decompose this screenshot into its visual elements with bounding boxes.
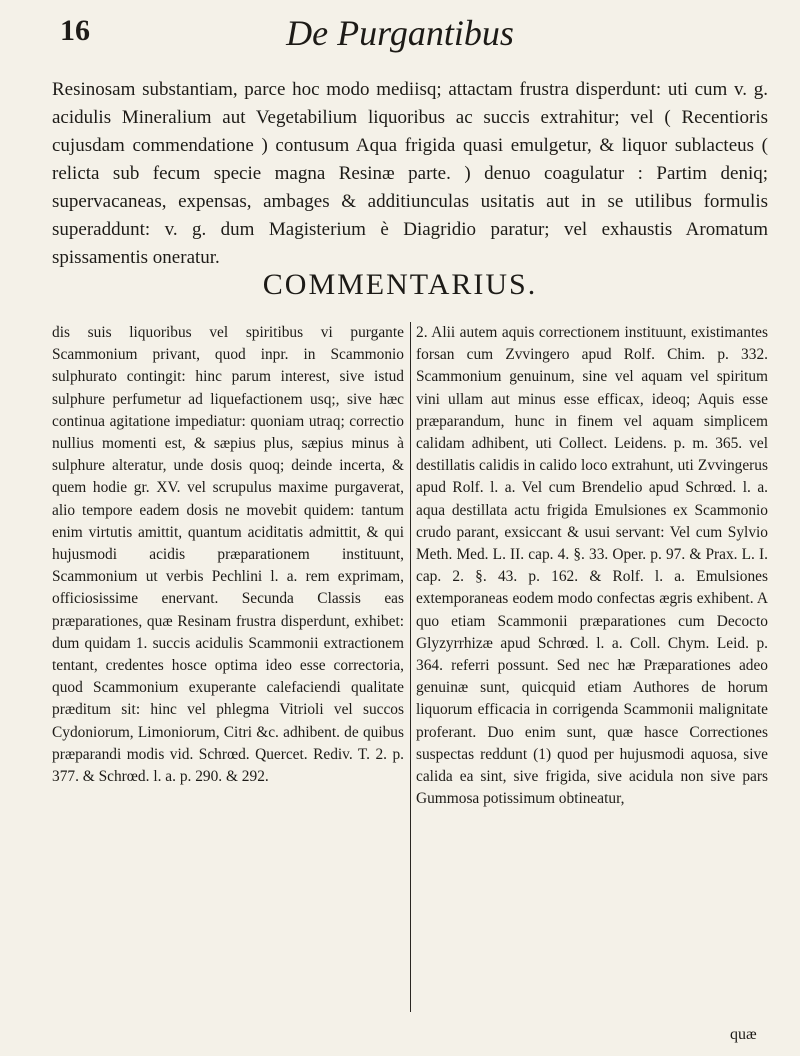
commentary-heading: COMMENTARIUS. [262, 268, 538, 301]
main-text-paragraph: Resinosam substantiam, parce hoc modo mediisq; attactam frustra disperdunt: uti cum v. g. acidulis Mineralium aut Vegetabilium liquoribus ac succis extrahitur; vel ( Recentioris cujusdam commendatione ) contusum Aqua frigida quasi emulgetur, & liquor sublacteus ( relicta sub fecum specie magna Resinæ parte. ) denuo coagulatur : Partim deniq; supervacaneas, expensas, ambages & additiunculas usitatis aut in se utilibus formulis superaddunt: v. g. dum Magisterium è Diagridio paratur; vel exhaustis Aromatum spissamentis oneratur. [52, 79, 768, 268]
catchword: quæ [730, 1026, 757, 1043]
right-column-text: 2. Alii autem aquis correctionem instituunt, existimantes forsan cum Zvvingero apud Rolf. Chim. p. 332. Scammonium genuinum, sine vel aquam vel spiritum vini ullam aut minus esse efficax, ideoq; Aquis esse præparandum, hunc in finem vel aquam simplicem calidam adhibent, uti Collect. Leidens. p. m. 365. vel destillatis calidis in calido loco extrahunt, uti Zvvingerus apud Rolf. l. a. Vel cum Brendelio apud Schrœd. l. a. aqua destillata actu frigida Emulsiones ex Scammonio crudo parant, exsiccant & usui servant: Vel cum Sylvio Meth. Med. L. II. cap. 4. §. 33. Oper. p. 97. & Prax. L. I. cap. 2. §. 43. p. 162. & Rolf. l. a. Emulsiones extemporaneas eodem modo confectas ægris exhibent. A quo etiam Scammonii præparationes cum Decocto Glyzyrrhizæ apud Schrœd. l. a. Coll. Chym. Leid. p. 364. referri possunt. Sed nec hæ Præparationes adeo genuinæ sunt, quicquid etiam Authores de horum liquorum efficacia in corrigenda Scammonii malignitate proferant. Duo enim sunt, quæ hasce Correctiones suspectas reddunt (1) quod per hujusmodi aquosa, sive calida ea sint, sive frigida, sive acidula non sive pars Gummosa potissimum obtineatur, [416, 324, 768, 808]
commentary-right-column [416, 322, 768, 810]
main-text [52, 76, 768, 272]
column-divider [410, 322, 411, 1012]
running-title: De Purgantibus [286, 13, 514, 53]
left-column-text: dis suis liquoribus vel spiritibus vi purgante Scammonium privant, quod inpr. in Scammonio sulphurato contingit: hinc parum interest, sive istud sulphure perfumetur ad liquefactionem usq;, sive hæc continua agitatione impediatur: quoniam utraq; correctio nullius momenti est, & sæpius plus, sæpius minus à sulphure alteratur, unde dosis quoq; deinde incerta, & quem hodie gr. XV. vel scrupulus maxime purgaverat, alio tempore eadem dosis ne movebit quidem: tantum enim virtutis amittit, quantum aciditatis admittit, & qui hujusmodi acidis præparationem instituunt, Scammonium ut verbis Pechlini l. a. rem exprimam, officiosissime enervant. Secunda Classis eas præparationes, quæ Resinam frustra disperdunt, exhibet: dum quidam 1. succis acidulis Scammonii extractionem tentant, credentes hosce optima ideo esse correctoria, quod Scammonium exuperante calefaciendi qualitate præditum sit: hinc vel phlegma Vitrioli vel succos Cydoniorum, Limoniorum, Citri &c. adhibent. de quibus præparandi modis vid. Schrœd. Quercet. Rediv. T. 2. p. 377. & Schrœd. l. a. p. 290. & 292. [52, 324, 404, 786]
page-number: 16 [60, 14, 90, 47]
page-header [0, 12, 800, 72]
commentary-columns [52, 322, 768, 1042]
commentary-left-column [52, 322, 404, 788]
